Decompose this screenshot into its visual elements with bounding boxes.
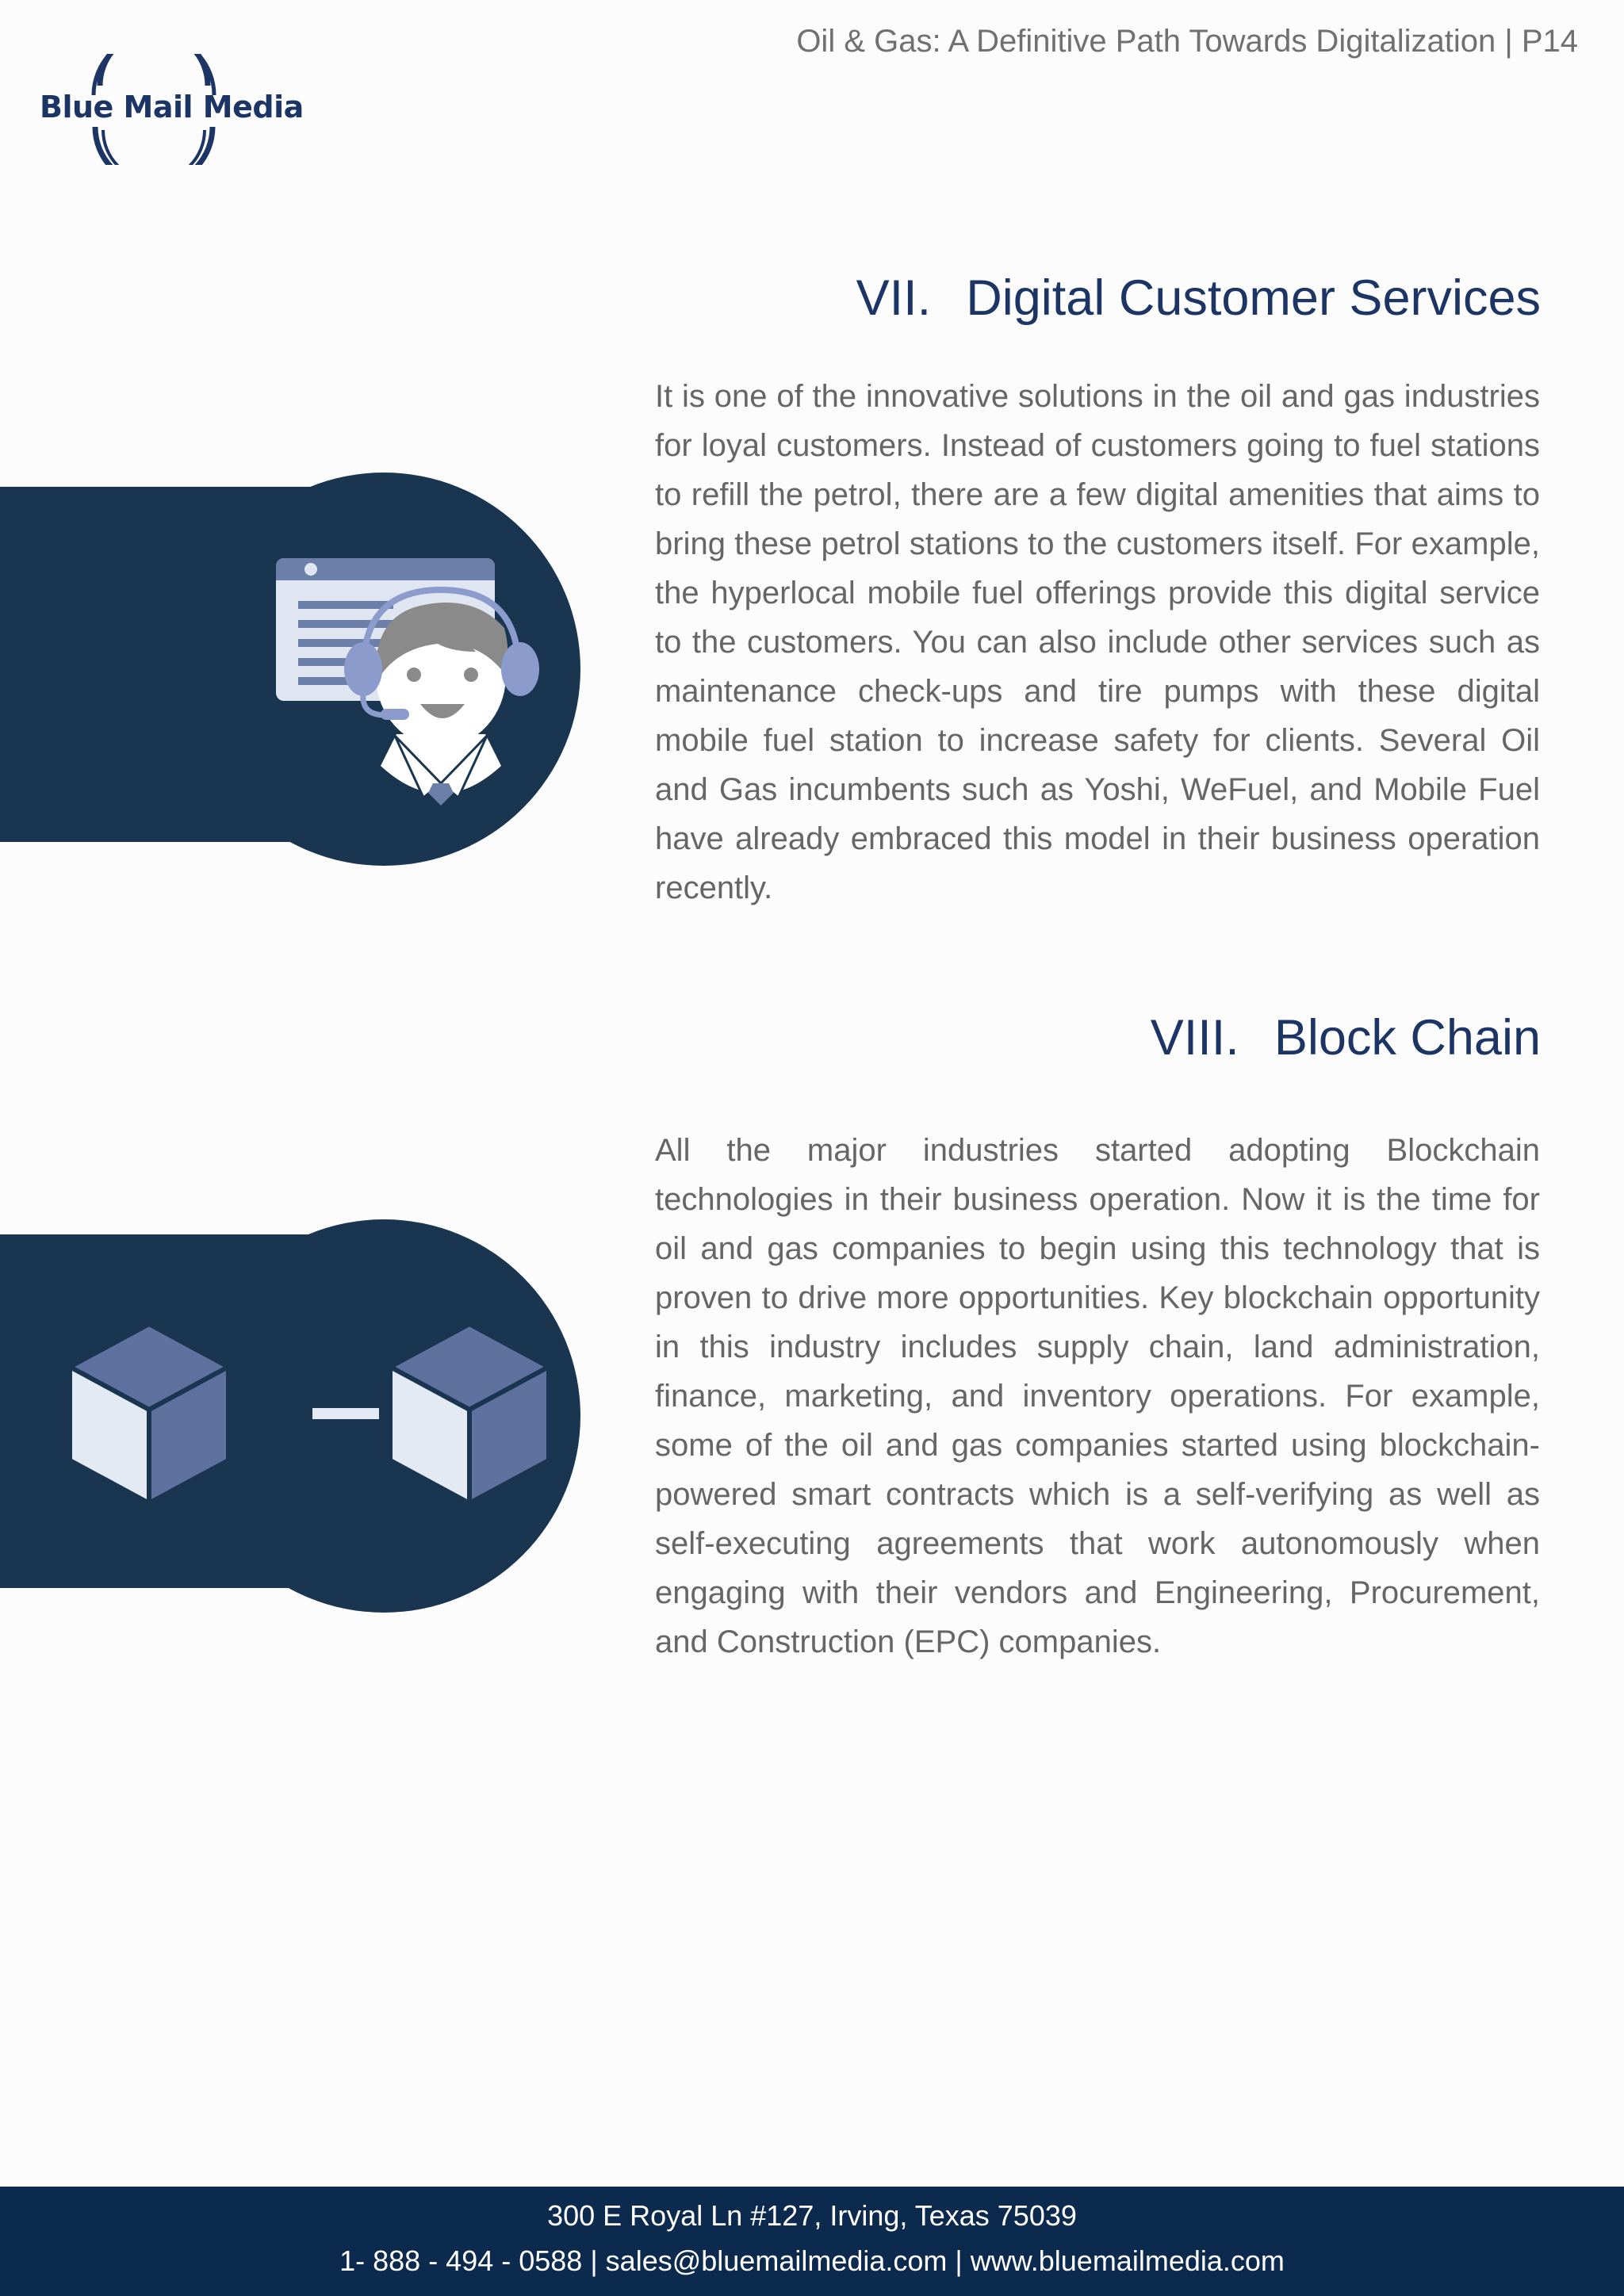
section-body-digital-customer-services: It is one of the innovative solutions in the oil and gas industries for loyal customers. Instead of customers going to fuel stations to refill the petrol, there are a few digital amenities that aims to bring these petrol stations to the customers itself. For example, the hyperlocal mobile fuel offerings provide this digital service to the customers. You can also include other services such as maintenance check-ups and tire pumps with these digital mobile fuel station to increase safety for clients. Several Oil and Gas incumbents such as Yoshi, WeFuel, and Mobile Fuel have already embraced this model in their business operation recently. <box>655 379 1540 905</box>
section-title-digital-customer-services <box>856 270 1541 327</box>
section-number: VII. <box>856 270 932 326</box>
blockchain-illustration <box>0 1219 587 1616</box>
page-footer <box>0 2187 1624 2296</box>
section-title-block-chain <box>1151 1009 1541 1066</box>
customer-support-illustration <box>0 473 587 869</box>
section-heading: Digital Customer Services <box>966 270 1541 326</box>
customer-support-agent-icon <box>0 473 587 869</box>
section-body-block-chain: All the major industries started adopting Blockchain technologies in their business operation. Now it is the time for oil and gas companies to begin using this technology that is proven to drive more opportunities. Key blockchain opportunity in this industry includes supply chain, land administration, finance, marketing, and inventory operations. For example, some of the oil and gas companies started using blockchain-powered smart contracts which is a self-verifying as well as self-executing agreements that work autonomously when engaging with their vendors and Engineering, Procurement, and Construction (EPC) companies. <box>655 1133 1540 1659</box>
page-header-title: Oil & Gas: A Definitive Path Towards Digitalization | P14 <box>796 24 1578 59</box>
blockchain-cubes-icon <box>0 1219 587 1616</box>
company-logo <box>40 54 304 165</box>
footer-contact: 1- 888 - 494 - 0588 | sales@bluemailmedia.com | www.bluemailmedia.com <box>339 2244 1285 2277</box>
logo-text: Blue Mail Media <box>40 90 304 124</box>
section-number: VIII. <box>1150 1010 1239 1066</box>
section-heading: Block Chain <box>1274 1010 1541 1066</box>
footer-address: 300 E Royal Ln #127, Irving, Texas 75039 <box>547 2199 1077 2232</box>
